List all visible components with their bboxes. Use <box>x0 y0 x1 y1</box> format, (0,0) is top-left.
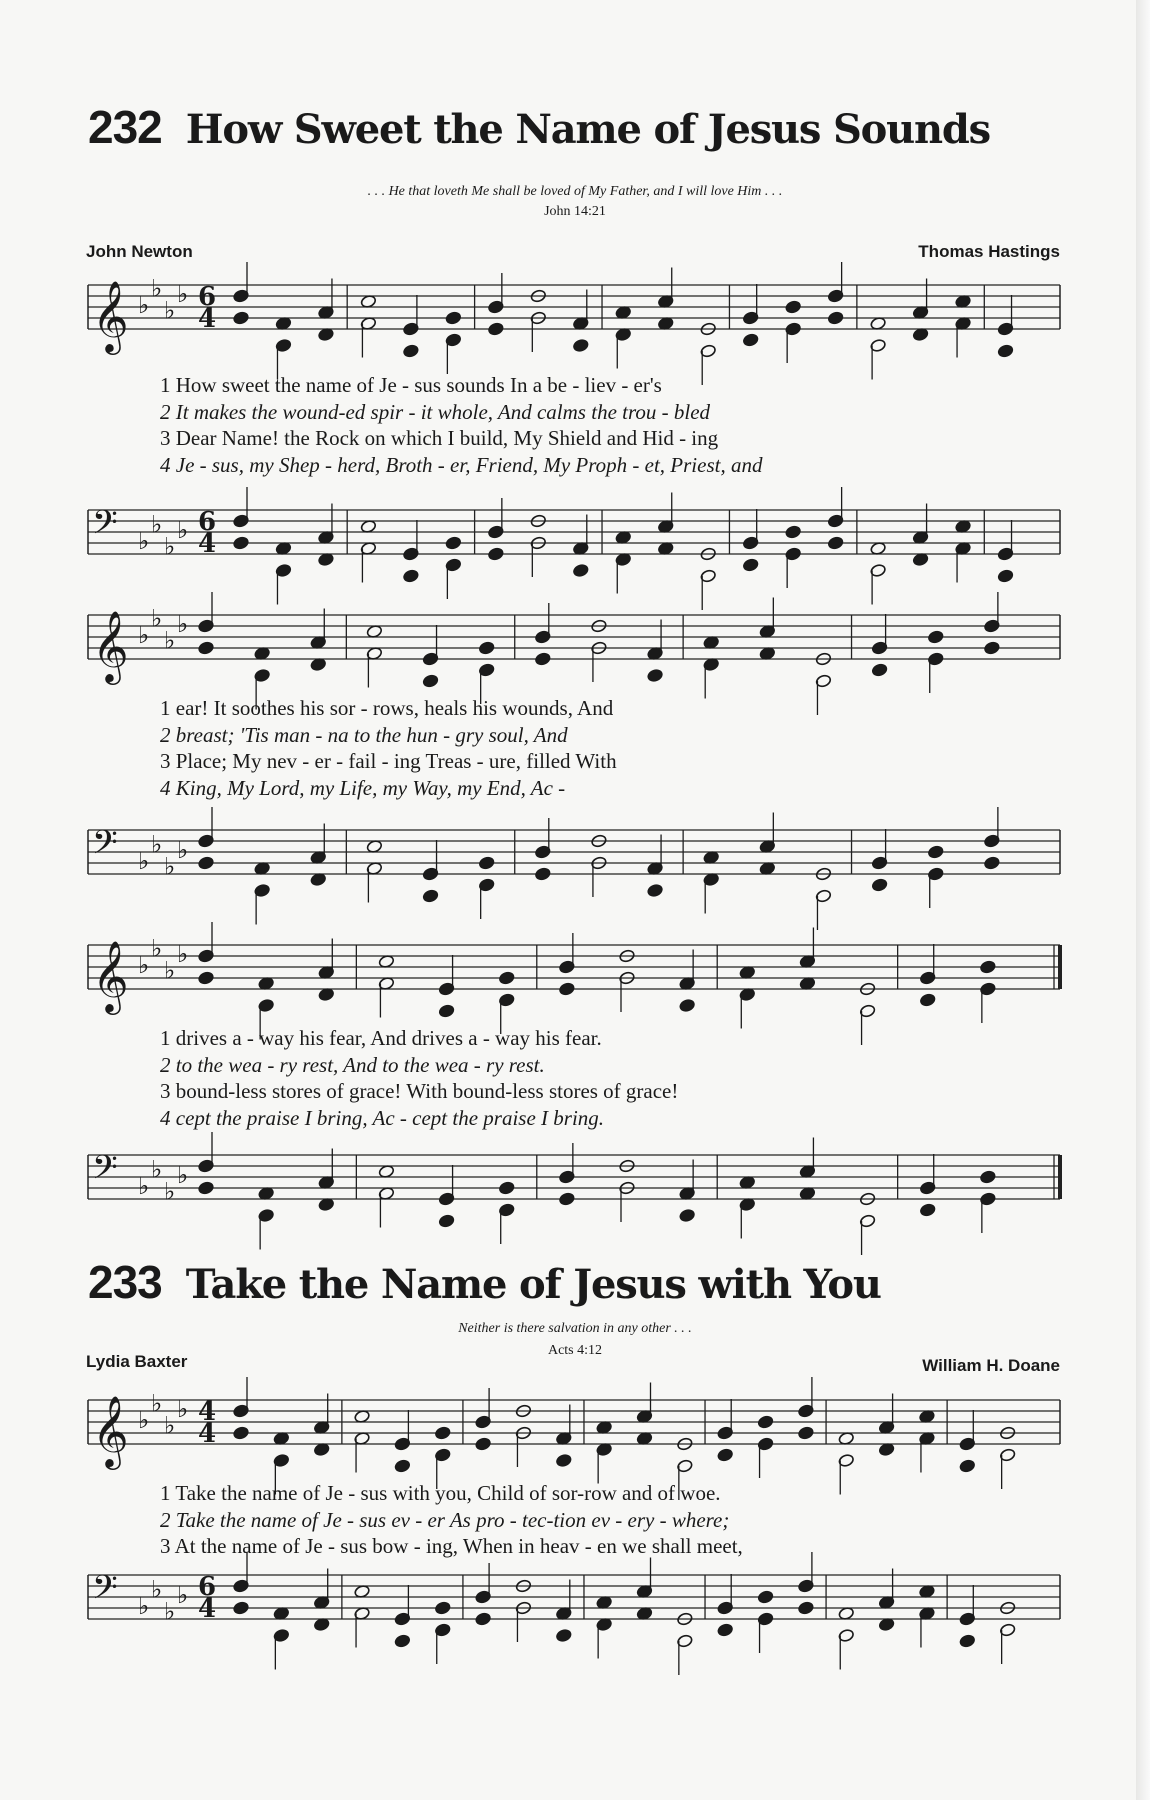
note-head <box>422 674 439 688</box>
note-head <box>198 856 215 870</box>
lyric-line: 1 Take the name of Je - sus with you, Child of sor-row and of woe. <box>160 1481 721 1505</box>
flat-sign: ♭ <box>151 830 163 859</box>
note-head <box>997 569 1014 583</box>
note-head <box>717 1448 734 1462</box>
verse-lyrics <box>160 372 762 478</box>
flat-sign: ♭ <box>177 280 189 308</box>
lyric-line: 4 King, My Lord, my Life, my Way, my End, Ac - <box>160 775 566 800</box>
note-head <box>498 1181 515 1195</box>
flat-sign: ♭ <box>164 956 176 985</box>
note-head <box>997 344 1014 358</box>
lyric-line: 2 breast; 'Tis man - na to the hun - gry soul, And <box>160 722 568 747</box>
note-head <box>438 1004 455 1018</box>
lyric-line: 3 Place; My nev - er - fail - ing Treas - ure, filled With <box>160 749 617 773</box>
treble-clef: 𝄞 <box>92 939 129 1012</box>
note-head <box>475 1437 492 1451</box>
note-head <box>394 1634 411 1648</box>
note-head <box>488 547 505 561</box>
note-head <box>959 1634 976 1648</box>
scripture-reference: John 14:21 <box>544 204 606 219</box>
note-head <box>959 1459 976 1473</box>
hymn-epigraph: . . . He that loveth Me shall be loved of My Father, and I will love Him . . . <box>367 184 783 199</box>
note-head <box>798 1601 815 1615</box>
lyric-line: 1 drives a - way his fear, And drives a - way his fear. <box>160 1026 602 1050</box>
hymn-epigraph: Neither is there salvation in any other . . . <box>458 1321 692 1336</box>
flat-sign: ♭ <box>164 852 176 881</box>
flat-sign: ♭ <box>177 836 189 864</box>
note-head <box>559 1192 576 1206</box>
hymn-233-header <box>88 1255 881 1309</box>
note-head <box>984 641 1001 655</box>
staff-lines <box>88 1575 1060 1619</box>
note-head <box>871 878 888 892</box>
flat-sign: ♭ <box>177 940 189 968</box>
note-head <box>679 998 696 1012</box>
lyric-line: 3 bound-less stores of grace! With bound-less stores of grace! <box>160 1079 679 1103</box>
note-head <box>785 525 802 539</box>
flat-sign: ♭ <box>164 296 176 325</box>
note-head <box>785 300 802 314</box>
hymn-number: 233 <box>88 1256 162 1308</box>
treble-clef: 𝄞 <box>92 609 129 682</box>
lyricist-credit: John Newton <box>86 242 193 261</box>
note-head <box>556 1628 573 1642</box>
lyric-line: 3 At the name of Je - sus bow - ing, When in heav - en we shall meet, <box>160 1534 743 1558</box>
time-signature-bottom: 4 <box>198 1594 217 1624</box>
time-signature-top: 6 <box>198 282 217 312</box>
time-signature-bottom: 4 <box>198 1419 217 1449</box>
lyric-line: 3 Dear Name! the Rock on which I build, My Shield and Hid - ing <box>160 426 719 450</box>
note-head <box>919 993 936 1007</box>
note-head <box>445 311 462 325</box>
flat-sign: ♭ <box>151 1389 163 1418</box>
note-head <box>198 971 215 985</box>
bass-staff <box>0 1545 1150 1660</box>
flat-sign: ♭ <box>138 951 150 979</box>
lyric-line: 1 How sweet the name of Je - sus sounds In a be - liev - er's <box>160 373 662 397</box>
note-head <box>535 652 552 666</box>
note-head <box>233 1426 250 1440</box>
flat-sign: ♭ <box>164 1597 176 1626</box>
note-head <box>827 536 844 550</box>
note-head <box>827 311 844 325</box>
treble-clef: 𝄞 <box>92 279 129 352</box>
flat-sign: ♭ <box>138 621 150 649</box>
note-head <box>434 1601 451 1615</box>
note-head <box>478 641 495 655</box>
note-head <box>984 856 1001 870</box>
note-head <box>556 1453 573 1467</box>
flat-sign: ♭ <box>177 610 189 638</box>
flat-sign: ♭ <box>138 1592 150 1620</box>
bass-staff <box>0 1125 1150 1240</box>
scripture-reference: Acts 4:12 <box>547 1343 603 1358</box>
treble-staff <box>0 1370 1150 1480</box>
hymn-title: How Sweet the Name of Jesus Sounds <box>185 106 990 153</box>
flat-sign: ♭ <box>164 1177 176 1206</box>
time-signature-top: 4 <box>198 1397 217 1427</box>
note-head <box>475 1612 492 1626</box>
flat-sign: ♭ <box>151 510 163 539</box>
lyric-line: 2 Take the name of Je - sus ev - er As pro - tec-tion ev - ery - where; <box>160 1507 730 1532</box>
flat-sign: ♭ <box>151 1155 163 1184</box>
bass-clef: 𝄢 <box>92 824 118 870</box>
note-head <box>233 536 250 550</box>
time-signature-top: 6 <box>198 1572 217 1602</box>
flat-sign: ♭ <box>164 1411 176 1440</box>
note-head <box>394 1459 411 1473</box>
staff-lines <box>88 1400 1060 1444</box>
bass-staff <box>0 480 1150 595</box>
note-head <box>445 536 462 550</box>
composer-credit: Thomas Hastings <box>918 242 1060 261</box>
hymn-title: Take the Name of Jesus with You <box>185 1261 881 1308</box>
bass-staff <box>0 800 1150 915</box>
note-head <box>498 971 515 985</box>
note-head <box>573 563 590 577</box>
flat-sign: ♭ <box>151 604 163 633</box>
note-head <box>927 845 944 859</box>
treble-staff <box>0 255 1150 370</box>
note-head <box>198 641 215 655</box>
note-head <box>559 982 576 996</box>
note-head <box>742 558 759 572</box>
note-head <box>233 1601 250 1615</box>
lyric-line: 4 cept the praise I bring, Ac - cept the praise I bring. <box>160 1105 605 1130</box>
note-head <box>927 630 944 644</box>
flat-sign: ♭ <box>177 1161 189 1189</box>
note-head <box>919 1203 936 1217</box>
note-head <box>535 867 552 881</box>
flat-sign: ♭ <box>151 274 163 303</box>
note-head <box>980 1170 997 1184</box>
flat-sign: ♭ <box>138 1172 150 1200</box>
treble-clef: 𝄞 <box>92 1394 129 1467</box>
note-head <box>422 889 439 903</box>
note-head <box>488 322 505 336</box>
flat-sign: ♭ <box>138 291 150 319</box>
note-head <box>233 311 250 325</box>
flat-sign: ♭ <box>138 847 150 875</box>
note-head <box>403 344 420 358</box>
composer-credit: William H. Doane <box>922 1356 1060 1375</box>
time-signature-bottom: 4 <box>198 529 217 559</box>
flat-sign: ♭ <box>177 1581 189 1609</box>
lyric-line: 2 It makes the wound-ed spir - it whole, And calms the trou - bled <box>160 399 711 424</box>
note-head <box>434 1426 451 1440</box>
note-head <box>757 1590 774 1604</box>
staff-lines <box>88 830 1060 874</box>
bass-clef: 𝄢 <box>92 1569 118 1615</box>
flat-sign: ♭ <box>177 1395 189 1423</box>
bass-clef: 𝄢 <box>92 1149 118 1195</box>
note-head <box>573 338 590 352</box>
note-head <box>403 569 420 583</box>
lyric-line: 4 Je - sus, my Shep - herd, Broth - er, Friend, My Proph - et, Priest, and <box>160 452 763 477</box>
note-head <box>478 856 495 870</box>
note-head <box>679 1208 696 1222</box>
hymn-232-header <box>88 100 990 154</box>
note-head <box>438 1214 455 1228</box>
hymn-number: 232 <box>88 101 162 153</box>
note-head <box>647 668 664 682</box>
lyric-line: 1 ear! It soothes his sor - rows, heals his wounds, And <box>160 696 614 720</box>
note-head <box>717 1623 734 1637</box>
flat-sign: ♭ <box>177 516 189 544</box>
note-head <box>198 1181 215 1195</box>
note-head <box>980 960 997 974</box>
bass-clef: 𝄢 <box>92 504 118 550</box>
flat-sign: ♭ <box>164 626 176 655</box>
treble-staff <box>0 585 1150 700</box>
verse-lyrics <box>160 695 617 801</box>
flat-sign: ♭ <box>138 527 150 555</box>
flat-sign: ♭ <box>164 532 176 561</box>
flat-sign: ♭ <box>138 1406 150 1434</box>
note-head <box>742 333 759 347</box>
note-head <box>871 663 888 677</box>
flat-sign: ♭ <box>151 1575 163 1604</box>
lyricist-credit: Lydia Baxter <box>86 1352 188 1371</box>
flat-sign: ♭ <box>151 934 163 963</box>
note-head <box>757 1415 774 1429</box>
time-signature-top: 6 <box>198 507 217 537</box>
staff-lines <box>88 615 1060 659</box>
note-head <box>647 883 664 897</box>
lyric-line: 2 to the wea - ry rest, And to the wea - ry rest. <box>160 1052 545 1077</box>
time-signature-bottom: 4 <box>198 304 217 334</box>
verse-lyrics <box>160 1025 678 1131</box>
note-head <box>798 1426 815 1440</box>
treble-staff <box>0 915 1150 1030</box>
